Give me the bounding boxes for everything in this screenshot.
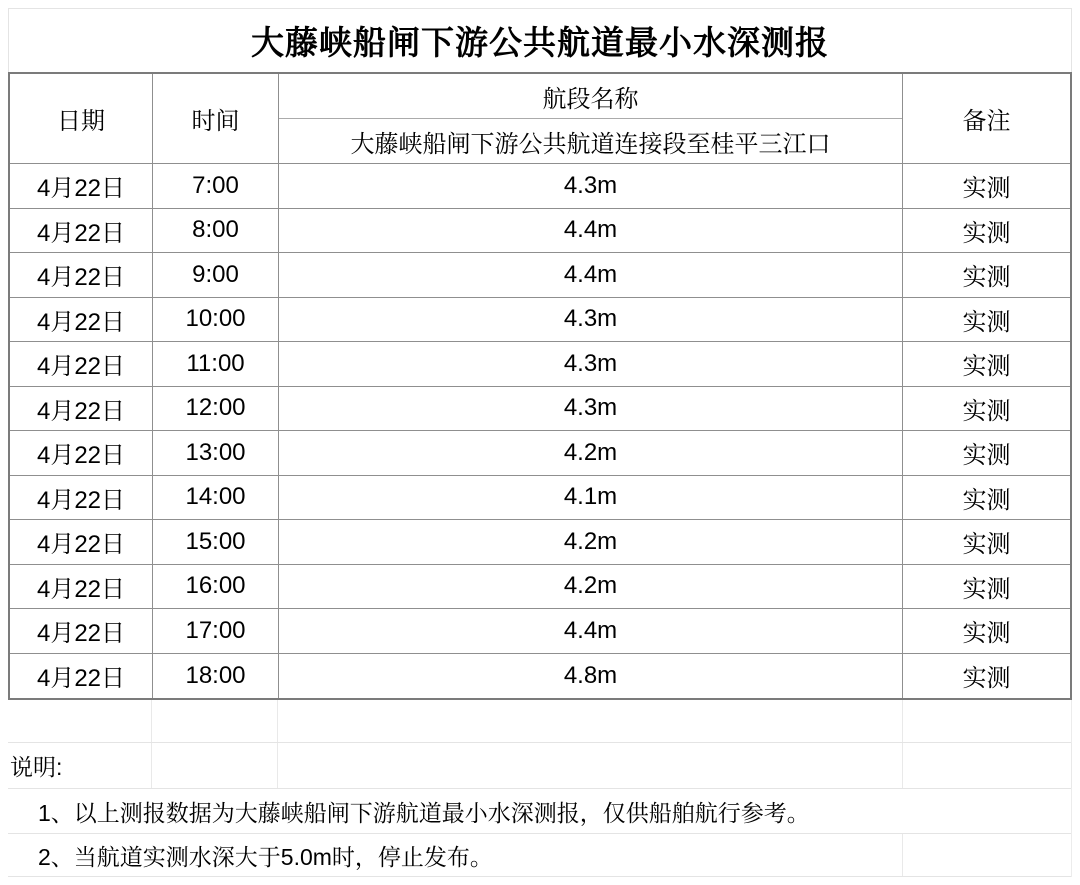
remark-cell: 实测 [962, 264, 1011, 292]
date-cell: 4月22日 [10, 476, 153, 520]
table-row [10, 342, 1070, 387]
remark-cell: 实测 [962, 575, 1011, 603]
table-row [10, 565, 1070, 610]
depth-cell: 4.2m [279, 520, 903, 564]
notes-label: 说明: [10, 754, 63, 780]
page-title: 大藤峡船闸下游公共航道最小水深测报 [251, 24, 829, 61]
title-box [8, 8, 1072, 72]
note-item-1: 1、以上测报数据为大藤峡船闸下游航道最小水深测报，仅供船舶航行参考。 [8, 789, 1071, 834]
header-section-route: 大藤峡船闸下游公共航道连接段至桂平三江口 [350, 130, 831, 158]
table-row [10, 654, 1070, 699]
table-row [10, 431, 1070, 476]
table-row [10, 209, 1070, 254]
date-cell: 4月22日 [10, 431, 153, 475]
date-cell: 4月22日 [10, 565, 153, 609]
depth-cell: 4.2m [279, 431, 903, 475]
header-section-name: 航段名称 [279, 74, 902, 119]
depth-cell: 4.1m [279, 476, 903, 520]
time-cell: 15:00 [153, 520, 279, 564]
remark-cell: 实测 [962, 665, 1011, 693]
depth-cell: 4.4m [279, 253, 903, 297]
spacer-row [8, 700, 1071, 743]
date-cell: 4月22日 [10, 654, 153, 699]
table-row [10, 253, 1070, 298]
remark-cell: 实测 [962, 442, 1011, 470]
header-date: 日期 [10, 74, 153, 163]
remark-cell: 实测 [962, 219, 1011, 247]
table-row [10, 298, 1070, 343]
depth-cell: 4.4m [279, 209, 903, 253]
table-row [10, 387, 1070, 432]
time-cell: 8:00 [153, 209, 279, 253]
date-cell: 4月22日 [10, 387, 153, 431]
date-cell: 4月22日 [10, 609, 153, 653]
time-cell: 11:00 [153, 342, 279, 386]
table-row [10, 520, 1070, 565]
date-cell: 4月22日 [10, 209, 153, 253]
time-cell: 10:00 [153, 298, 279, 342]
time-cell: 12:00 [153, 387, 279, 431]
time-cell: 9:00 [153, 253, 279, 297]
time-cell: 16:00 [153, 565, 279, 609]
time-cell: 18:00 [153, 654, 279, 699]
time-cell: 7:00 [153, 164, 279, 208]
remark-cell: 实测 [962, 353, 1011, 381]
notes-label-row [8, 743, 1071, 789]
depth-cell: 4.8m [279, 654, 903, 699]
depth-cell: 4.3m [279, 298, 903, 342]
remark-cell: 实测 [962, 397, 1011, 425]
table-row [10, 164, 1070, 209]
header-remark: 备注 [962, 108, 1011, 135]
table-row [10, 476, 1070, 521]
date-cell: 4月22日 [10, 520, 153, 564]
header-time: 时间 [153, 74, 279, 163]
date-cell: 4月22日 [10, 253, 153, 297]
depth-cell: 4.3m [279, 387, 903, 431]
date-cell: 4月22日 [10, 164, 153, 208]
note-item-2-row [8, 834, 1071, 877]
date-cell: 4月22日 [10, 342, 153, 386]
depth-cell: 4.3m [279, 164, 903, 208]
time-cell: 13:00 [153, 431, 279, 475]
depth-report-table [8, 72, 1072, 700]
remark-cell: 实测 [962, 620, 1011, 648]
time-cell: 17:00 [153, 609, 279, 653]
time-cell: 14:00 [153, 476, 279, 520]
notes-section [8, 700, 1072, 877]
depth-cell: 4.4m [279, 609, 903, 653]
remark-cell: 实测 [962, 531, 1011, 559]
header-section [279, 74, 903, 163]
note-item-2: 2、当航道实测水深大于5.0m时，停止发布。 [8, 834, 903, 876]
remark-cell: 实测 [962, 308, 1011, 336]
date-cell: 4月22日 [10, 298, 153, 342]
depth-cell: 4.3m [279, 342, 903, 386]
table-header-row [10, 74, 1070, 164]
table-row [10, 609, 1070, 654]
remark-cell: 实测 [962, 175, 1011, 203]
depth-cell: 4.2m [279, 565, 903, 609]
remark-cell: 实测 [962, 486, 1011, 514]
